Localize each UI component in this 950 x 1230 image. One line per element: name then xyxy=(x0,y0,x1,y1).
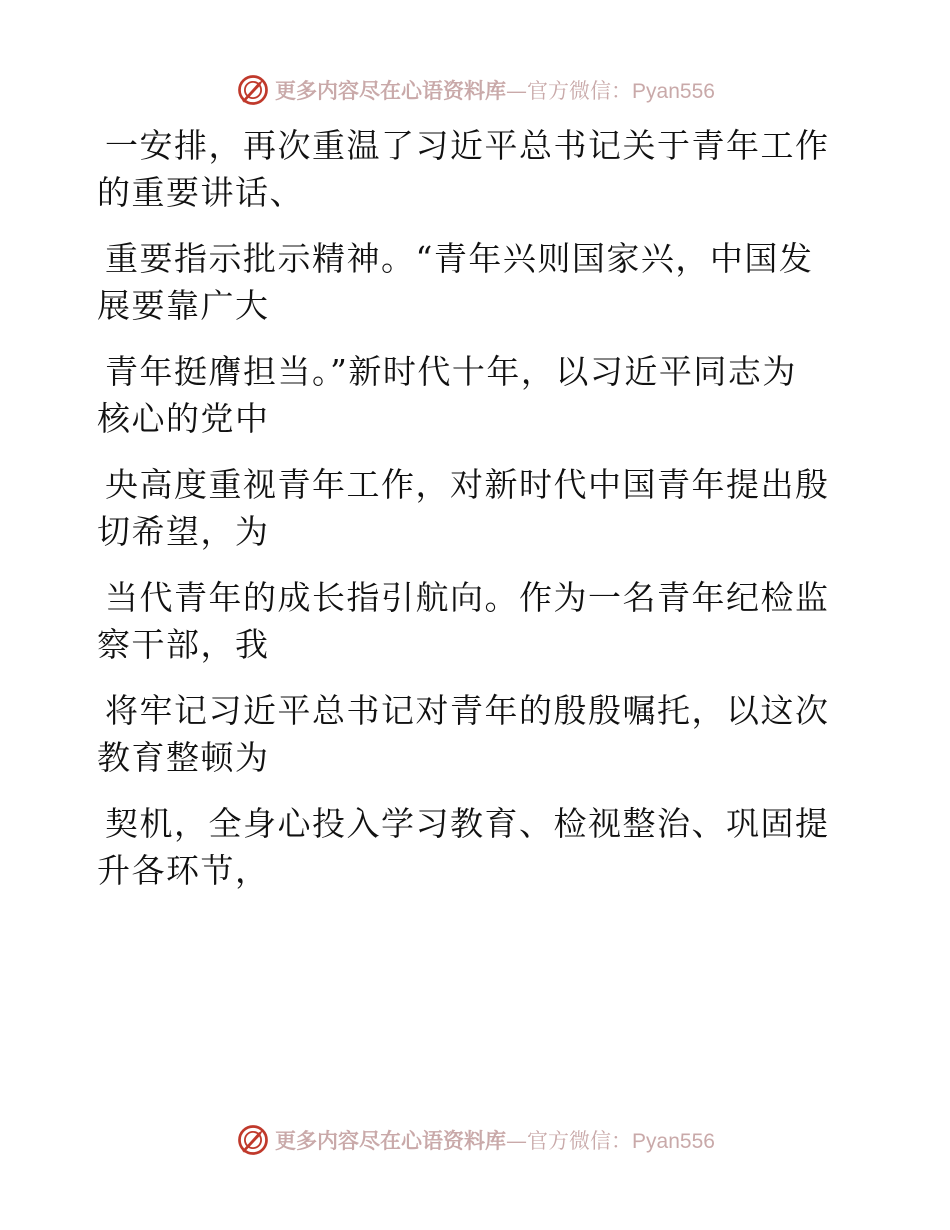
paragraph xyxy=(97,348,837,442)
paragraph xyxy=(97,687,837,781)
text-line: 当代青年的成长指引航向。作为一名青年纪检监 xyxy=(105,578,830,617)
document-body xyxy=(97,122,837,913)
text-line: 展要靠广大 xyxy=(97,286,270,325)
watermark-text: 更多内容尽在心语资料库—官方微信：Pyan556 xyxy=(275,78,715,103)
text-line: 升各环节， xyxy=(97,851,270,890)
pen-logo-icon xyxy=(235,72,271,108)
paragraph xyxy=(97,800,837,894)
text-line: 核心的党中 xyxy=(97,399,270,438)
footer-watermark xyxy=(0,1120,950,1160)
text-line: 教育整顿为 xyxy=(97,738,270,777)
text-line: 的重要讲话、 xyxy=(97,173,304,212)
watermark-text: 更多内容尽在心语资料库—官方微信：Pyan556 xyxy=(275,1128,715,1153)
text-line: 央高度重视青年工作，对新时代中国青年提出殷 xyxy=(105,465,830,504)
paragraph xyxy=(97,461,837,555)
text-line: 将牢记习近平总书记对青年的殷殷嘱托，以这次 xyxy=(105,691,830,730)
paragraph xyxy=(97,235,837,329)
text-line: 青年挺膺担当。”新时代十年，以习近平同志为 xyxy=(105,352,797,391)
paragraph xyxy=(97,122,837,216)
text-line: 重要指示批示精神。“青年兴则国家兴，中国发 xyxy=(105,239,814,278)
header-watermark xyxy=(0,70,950,110)
text-line: 一安排，再次重温了习近平总书记关于青年工作 xyxy=(105,126,830,165)
text-line: 察干部，我 xyxy=(97,625,270,664)
paragraph xyxy=(97,574,837,668)
pen-logo-icon xyxy=(235,1122,271,1158)
text-line: 切希望，为 xyxy=(97,512,270,551)
text-line: 契机，全身心投入学习教育、检视整治、巩固提 xyxy=(105,804,830,843)
